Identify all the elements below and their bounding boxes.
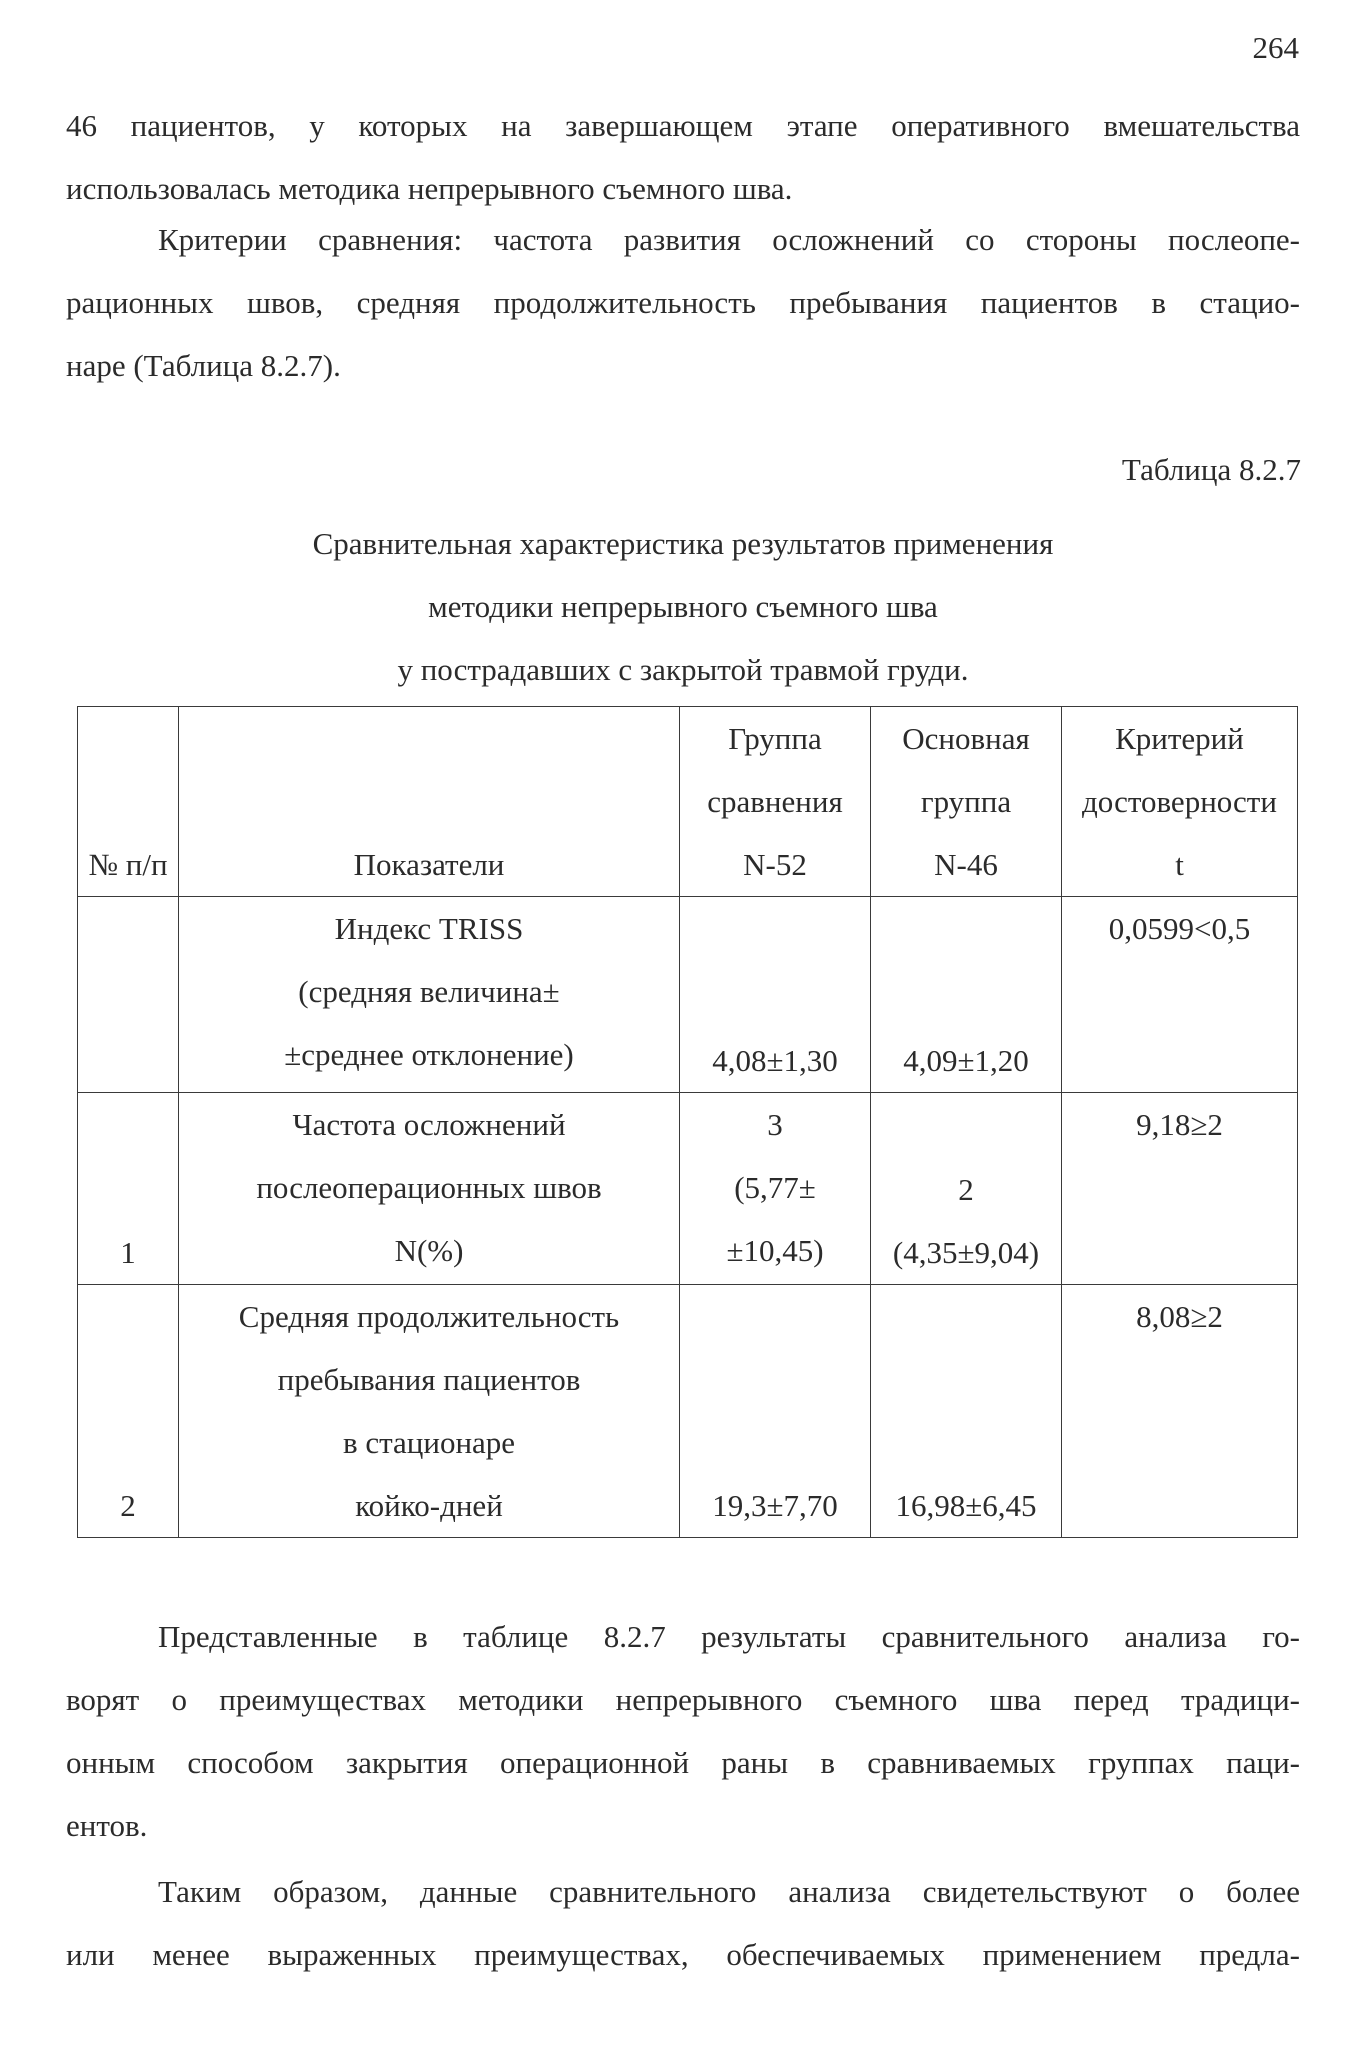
header-main-group: Основная группа N-46 — [871, 707, 1062, 897]
page-number: 264 — [1252, 30, 1299, 65]
text-line: использовалась методика непрерывного съемного шва. — [66, 171, 793, 206]
row-criterion: 0,0599<0,5 — [1062, 897, 1298, 1093]
header-compare-group: Группа сравнения N-52 — [680, 707, 871, 897]
conclusion-paragraph-1 — [66, 1605, 1300, 1857]
row-num: 2 — [78, 1285, 179, 1538]
row-indicator: Индекс TRISS (средняя величина± ±среднее отклонение) — [179, 897, 680, 1093]
table-row — [78, 1285, 1298, 1538]
text-line: ворят о преимуществах методики непрерывного съемного шва перед традици- — [66, 1682, 1300, 1717]
row-criterion: 9,18≥2 — [1062, 1093, 1298, 1285]
row-main-value: 2 (4,35±9,04) — [871, 1093, 1062, 1285]
table-label: Таблица 8.2.7 — [1121, 452, 1301, 487]
row-indicator: Средняя продолжительность пребывания пациентов в стационаре койко-дней — [179, 1285, 680, 1538]
criteria-paragraph — [66, 208, 1300, 397]
caption-line: у пострадавших с закрытой травмой груди. — [397, 652, 969, 687]
caption-line: методики непрерывного съемного шва — [428, 589, 938, 624]
table-caption — [66, 512, 1300, 701]
row-num: 1 — [78, 1093, 179, 1285]
caption-line: Сравнительная характеристика результатов применения — [312, 526, 1054, 561]
intro-paragraph — [66, 94, 1300, 220]
row-compare-value: 4,08±1,30 — [680, 897, 871, 1093]
text-line: наре (Таблица 8.2.7). — [66, 348, 341, 383]
text-line: Таким образом, данные сравнительного анализа свидетельствуют о более — [158, 1874, 1300, 1909]
row-compare-value: 19,3±7,70 — [680, 1285, 871, 1538]
table-row — [78, 897, 1298, 1093]
header-indicators: Показатели — [179, 707, 680, 897]
text-line: ентов. — [66, 1808, 148, 1843]
header-criterion: Критерий достоверности t — [1062, 707, 1298, 897]
text-line: 46 пациентов, у которых на завершающем этапе оперативного вмешательства — [66, 108, 1300, 143]
header-num: № п/п — [78, 707, 179, 897]
text-line: рационных швов, средняя продолжительность пребывания пациентов в стацио- — [66, 285, 1300, 320]
results-table — [77, 706, 1298, 1538]
text-line: или менее выраженных преимуществах, обеспечиваемых применением предла- — [66, 1937, 1300, 1972]
row-main-value: 16,98±6,45 — [871, 1285, 1062, 1538]
row-indicator: Частота осложнений послеоперационных швов N(%) — [179, 1093, 680, 1285]
text-line: Представленные в таблице 8.2.7 результаты сравнительного анализа го- — [158, 1619, 1300, 1654]
table-row — [78, 1093, 1298, 1285]
text-line: онным способом закрытия операционной раны в сравниваемых группах паци- — [66, 1745, 1300, 1780]
row-main-value: 4,09±1,20 — [871, 897, 1062, 1093]
conclusion-paragraph-2 — [66, 1860, 1300, 1986]
row-compare-value: 3 (5,77± ±10,45) — [680, 1093, 871, 1285]
table-header-row — [78, 707, 1298, 897]
row-num — [78, 897, 179, 1093]
text-line: Критерии сравнения: частота развития осложнений со стороны послеопе- — [158, 222, 1300, 257]
row-criterion: 8,08≥2 — [1062, 1285, 1298, 1538]
